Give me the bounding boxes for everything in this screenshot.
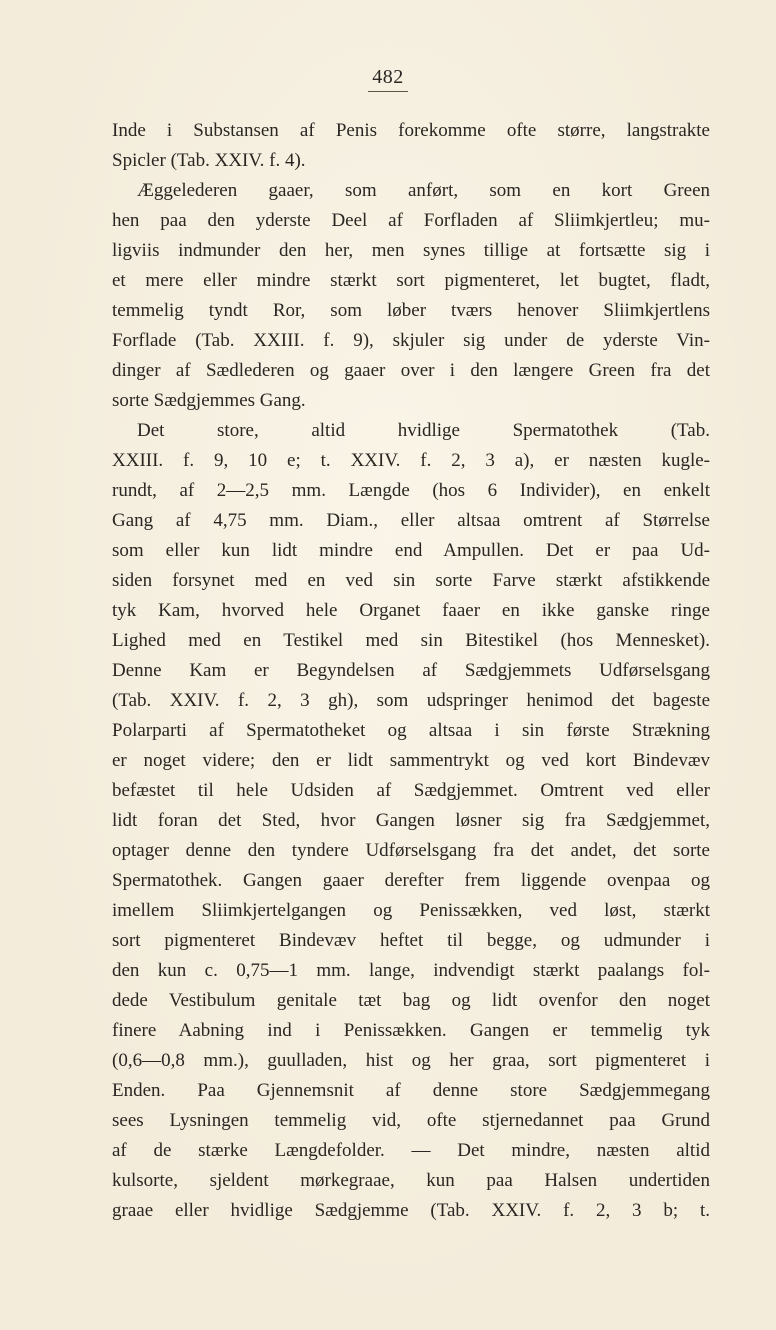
text-line: finere Aabning ind i Penissækken. Gangen er temmelig tyk (112, 1020, 710, 1041)
text-line: Denne Kam er Begyndelsen af Sædgjemmets Udførselsgang (112, 660, 710, 681)
text-line: sorte Sædgjemmes Gang. (112, 390, 306, 411)
text-line: Spicler (Tab. XXIV. f. 4). (112, 150, 306, 171)
text-line: Æggelederen gaaer, som anført, som en kort Green (137, 180, 710, 201)
text-line: Lighed med en Testikel med sin Bitestikel (hos Mennesket). (112, 630, 710, 651)
text-line: som eller kun lidt mindre end Ampullen. Det er paa Ud- (112, 540, 710, 561)
text-line: Spermatothek. Gangen gaaer derefter frem liggende ovenpaa og (112, 870, 710, 891)
text-line: siden forsynet med en ved sin sorte Farve stærkt afstikkende (112, 570, 710, 591)
text-line: er noget videre; den er lidt sammentrykt og ved kort Bindevæv (112, 750, 710, 771)
text-line: Forflade (Tab. XXIII. f. 9), skjuler sig under de yderste Vin- (112, 330, 710, 351)
text-line: sees Lysningen temmelig vid, ofte stjernedannet paa Grund (112, 1110, 710, 1131)
text-line: den kun c. 0,75—1 mm. lange, indvendigt stærkt paalangs fol- (112, 960, 710, 981)
text-line: optager denne den tyndere Udførselsgang fra det andet, det sorte (112, 840, 710, 861)
text-line: dede Vestibulum genitale tæt bag og lidt ovenfor den noget (112, 990, 710, 1011)
text-line: et mere eller mindre stærkt sort pigmenteret, let bugtet, fladt, (112, 270, 710, 291)
text-line: lidt foran det Sted, hvor Gangen løsner sig fra Sædgjemmet, (112, 810, 710, 831)
text-line: Gang af 4,75 mm. Diam., eller altsaa omtrent af Størrelse (112, 510, 710, 531)
text-line: befæstet til hele Udsiden af Sædgjemmet. Omtrent ved eller (112, 780, 710, 801)
text-line: graae eller hvidlige Sædgjemme (Tab. XXIV. f. 2, 3 b; t. (112, 1200, 710, 1221)
text-line: (0,6—0,8 mm.), guulladen, hist og her graa, sort pigmenteret i (112, 1050, 710, 1071)
body-text (112, 116, 710, 1226)
text-line: tyk Kam, hvorved hele Organet faaer en ikke ganske ringe (112, 600, 710, 621)
text-line: hen paa den yderste Deel af Forfladen af Sliimkjertleu; mu- (112, 210, 710, 231)
text-line: Polarparti af Spermatotheket og altsaa i sin første Strækning (112, 720, 710, 741)
text-line: dinger af Sædlederen og gaaer over i den længere Green fra det (112, 360, 710, 381)
page-number: 482 (0, 66, 776, 92)
text-line: sort pigmenteret Bindevæv heftet til begge, og udmunder i (112, 930, 710, 951)
text-line: af de stærke Længdefolder. — Det mindre, næsten altid (112, 1140, 710, 1161)
text-line: rundt, af 2—2,5 mm. Længde (hos 6 Individer), en enkelt (112, 480, 710, 501)
text-line: ligviis indmunder den her, men synes tillige at fortsætte sig i (112, 240, 710, 261)
text-line: (Tab. XXIV. f. 2, 3 gh), som udspringer henimod det bageste (112, 690, 710, 711)
text-line: XXIII. f. 9, 10 e; t. XXIV. f. 2, 3 a), er næsten kugle- (112, 450, 710, 471)
text-line: imellem Sliimkjertelgangen og Penissækken, ved løst, stærkt (112, 900, 710, 921)
text-line: Inde i Substansen af Penis forekomme ofte større, langstrakte (112, 120, 710, 141)
text-line: temmelig tyndt Ror, som løber tværs henover Sliimkjertlens (112, 300, 710, 321)
text-line: kulsorte, sjeldent mørkegraae, kun paa Halsen undertiden (112, 1170, 710, 1191)
text-line: Det store, altid hvidlige Spermatothek (Tab. (137, 420, 710, 441)
text-line: Enden. Paa Gjennemsnit af denne store Sædgjemmegang (112, 1080, 710, 1101)
